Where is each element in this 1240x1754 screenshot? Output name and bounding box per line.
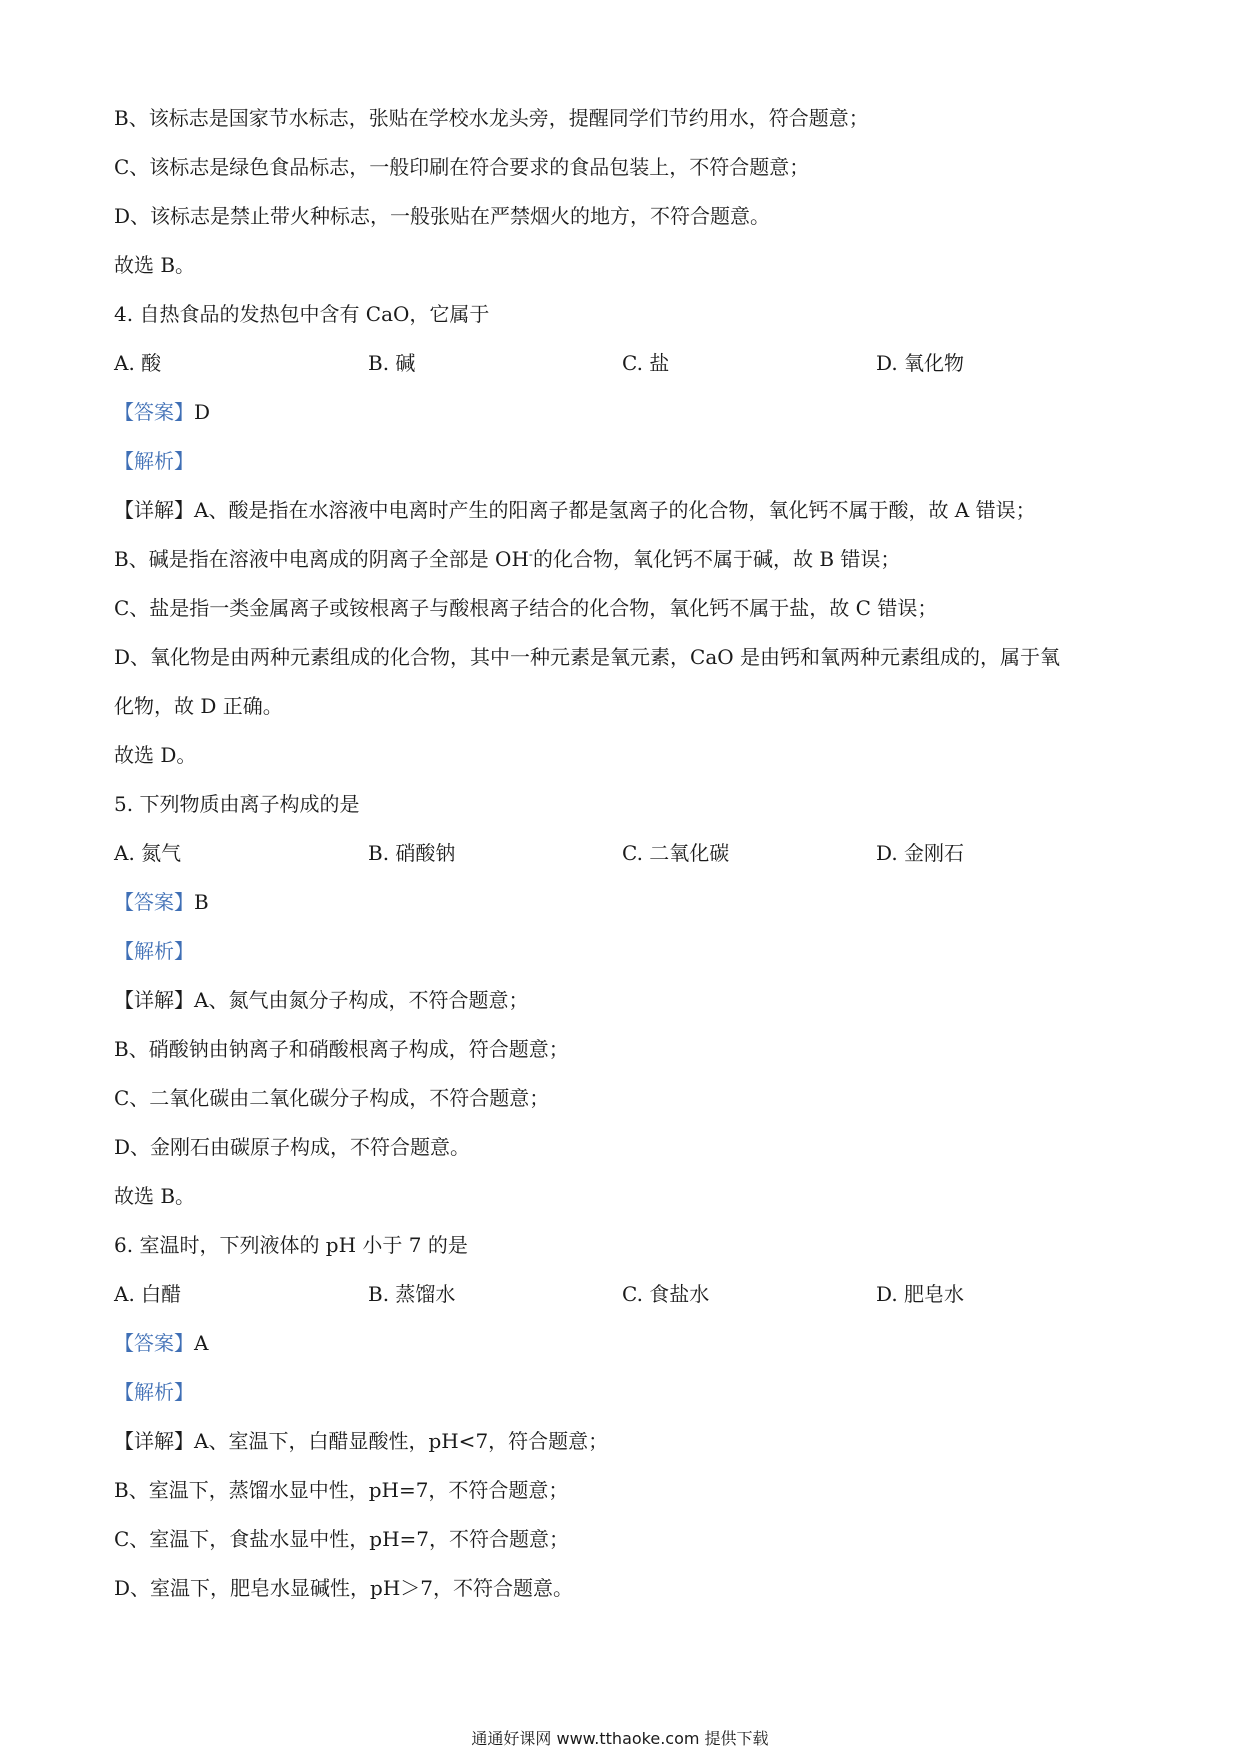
q5-option-b: B. 硝酸钠 <box>368 841 456 865</box>
q4-detail-b-pre: B、碱是指在溶液中电离成的阴离子全部是 OH <box>114 547 529 571</box>
q6-analysis <box>114 1378 1140 1406</box>
q6-detail-d: D、室温下，肥皂水显碱性，pH＞7，不符合题意。 <box>114 1576 574 1600</box>
q4-detail-c: C、盐是指一类金属离子或铵根离子与酸根离子结合的化合物，氧化钙不属于盐，故 C 错误； <box>114 596 938 620</box>
q4-stem: 4. 自热食品的发热包中含有 CaO，它属于 <box>114 302 490 326</box>
answer-label: 【答案】 <box>114 1331 194 1355</box>
q6-option-a: A. 白醋 <box>114 1282 182 1306</box>
answer-label: 【答案】 <box>114 890 194 914</box>
q6-stem: 6. 室温时，下列液体的 pH 小于 7 的是 <box>114 1233 468 1257</box>
q6-detail-b: B、室温下，蒸馏水显中性，pH=7，不符合题意； <box>114 1478 569 1502</box>
q6-option-b: B. 蒸馏水 <box>368 1282 456 1306</box>
q4-detail-d1: D、氧化物是由两种元素组成的化合物，其中一种元素是氧元素，CaO 是由钙和氧两种元素组成的，属于氧 <box>114 645 1061 669</box>
q6-detail-a <box>114 1427 1140 1455</box>
q5-detail-b: B、硝酸钠由钠离子和硝酸根离子构成，符合题意； <box>114 1037 569 1061</box>
q5-answer-value: B <box>194 890 209 914</box>
q4-detail-b-post: 的化合物，氧化钙不属于碱，故 B 错误； <box>532 547 901 571</box>
q5-detail-d: D、金刚石由碳原子构成，不符合题意。 <box>114 1135 471 1159</box>
q4-detail-b-sup: - <box>528 547 533 562</box>
prev-option-c-explanation: C、该标志是绿色食品标志，一般印刷在符合要求的食品包装上，不符合题意； <box>114 155 810 179</box>
q4-option-d: D. 氧化物 <box>876 351 965 375</box>
q5-detail-c: C、二氧化碳由二氧化碳分子构成，不符合题意； <box>114 1086 550 1110</box>
q6-detail-c: C、室温下，食盐水显中性，pH=7，不符合题意； <box>114 1527 570 1551</box>
q5-analysis <box>114 937 1140 965</box>
q6-option-c: C. 食盐水 <box>622 1282 710 1306</box>
q4-conclusion: 故选 D。 <box>114 743 197 767</box>
q5-conclusion: 故选 B。 <box>114 1184 196 1208</box>
q6-answer-value: A <box>194 1331 209 1355</box>
analysis-label: 【解析】 <box>114 449 194 473</box>
q5-detail-a-text: A、氮气由氮分子构成，不符合题意； <box>194 988 529 1012</box>
answer-label: 【答案】 <box>114 400 194 424</box>
q4-answer <box>114 398 1140 426</box>
q5-stem: 5. 下列物质由离子构成的是 <box>114 792 360 816</box>
detail-label: 【详解】 <box>114 498 194 522</box>
analysis-label: 【解析】 <box>114 1380 194 1404</box>
q5-option-a: A. 氮气 <box>114 841 182 865</box>
q4-detail-d2: 化物，故 D 正确。 <box>114 694 283 718</box>
q5-detail-a <box>114 986 1140 1014</box>
q4-option-c: C. 盐 <box>622 351 670 375</box>
q4-detail-a <box>114 496 1140 524</box>
q4-analysis <box>114 447 1140 475</box>
detail-label: 【详解】 <box>114 988 194 1012</box>
q4-option-a: A. 酸 <box>114 351 162 375</box>
q6-option-d: D. 肥皂水 <box>876 1282 965 1306</box>
prev-option-d-explanation: D、该标志是禁止带火种标志，一般张贴在严禁烟火的地方，不符合题意。 <box>114 204 771 228</box>
q4-detail-a-text: A、酸是指在水溶液中电离时产生的阳离子都是氢离子的化合物，氧化钙不属于酸，故 A 错误； <box>194 498 1036 522</box>
q4-option-b: B. 碱 <box>368 351 416 375</box>
q5-answer <box>114 888 1140 916</box>
prev-option-b-explanation: B、该标志是国家节水标志，张贴在学校水龙头旁，提醒同学们节约用水，符合题意； <box>114 106 869 130</box>
page-footer: 通通好课网 www.tthaoke.com 提供下载 <box>471 1729 769 1748</box>
analysis-label: 【解析】 <box>114 939 194 963</box>
q5-option-c: C. 二氧化碳 <box>622 841 730 865</box>
q6-answer <box>114 1329 1140 1357</box>
q5-option-d: D. 金刚石 <box>876 841 965 865</box>
detail-label: 【详解】 <box>114 1429 194 1453</box>
q4-detail-b <box>114 545 1140 573</box>
q4-answer-value: D <box>194 400 211 424</box>
q6-detail-a-text: A、室温下，白醋显酸性，pH<7，符合题意； <box>194 1429 609 1453</box>
prev-conclusion: 故选 B。 <box>114 253 196 277</box>
